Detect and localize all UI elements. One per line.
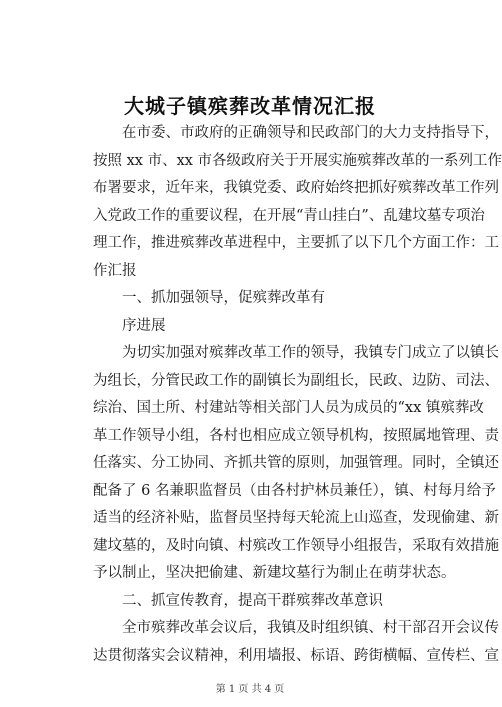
body-line: 序进展 (122, 317, 166, 334)
body-line: 入党政工作的重要议程，在开展“青山挂白”、乱建坟墓专项治 (93, 207, 485, 224)
body-line: 为组长，分管民政工作的副镇长为副组长，民政、边防、司法、 (93, 372, 499, 389)
body-line: 革工作领导小组，各村也相应成立领导机构，按照属地管理、责 (93, 427, 499, 444)
body-line: 作汇报 (93, 262, 137, 279)
body-line: 为切实加强对殡葬改革工作的领导，我镇专门成立了以镇长 (122, 345, 499, 361)
body-line: 布署要求，近年来，我镇党委、政府始终把抓好殡葬改革工作列 (93, 180, 499, 196)
body-line: 配备了 6 名兼职监督员（由各村护林员兼任），镇、村每月给予 (93, 482, 496, 499)
body-line: 予以制止，坚决把偷建、新建坟墓行为制止在萌芽状态。 (93, 565, 456, 581)
document-body (93, 120, 502, 670)
body-line: 建坟墓的，及时向镇、村殡改工作领导小组报告，采取有效措施 (93, 537, 499, 554)
body-line: 适当的经济补贴，监督员坚持每天轮流上山巡查，发现偷建、新 (93, 510, 499, 526)
body-line: 任落实、分工协同、齐抓共管的原则，加强管理。同时，全镇还 (93, 455, 499, 471)
body-line: 全市殡葬改革会议后，我镇及时组织镇、村干部召开会议传 (122, 620, 499, 636)
body-line: 二、抓宣传教育，提高干群殡葬改革意识 (122, 592, 383, 609)
body-line: 在市委、市政府的正确领导和民政部门的大力支持指导下， (122, 125, 499, 141)
page-footer: 第 1 页 共 4 页 (215, 684, 285, 695)
body-line: 综治、国土所、村建站等相关部门人员为成员的“xx 镇殡葬改 (93, 400, 484, 416)
body-line: 按照 xx 市、xx 市各级政府关于开展实施殡葬改革的一系列工作 (93, 152, 502, 169)
body-line: 一、抓加强领导，促殡葬改革有 (122, 290, 325, 306)
body-line: 达贯彻落实会议精神，利用墙报、标语、跨街横幅、宣传栏、宣 (93, 647, 499, 664)
body-line: 理工作，推进殡葬改革进程中，主要抓了以下几个方面工作：工 (93, 235, 499, 251)
document-title: 大城子镇殡葬改革情况汇报 (124, 94, 376, 118)
